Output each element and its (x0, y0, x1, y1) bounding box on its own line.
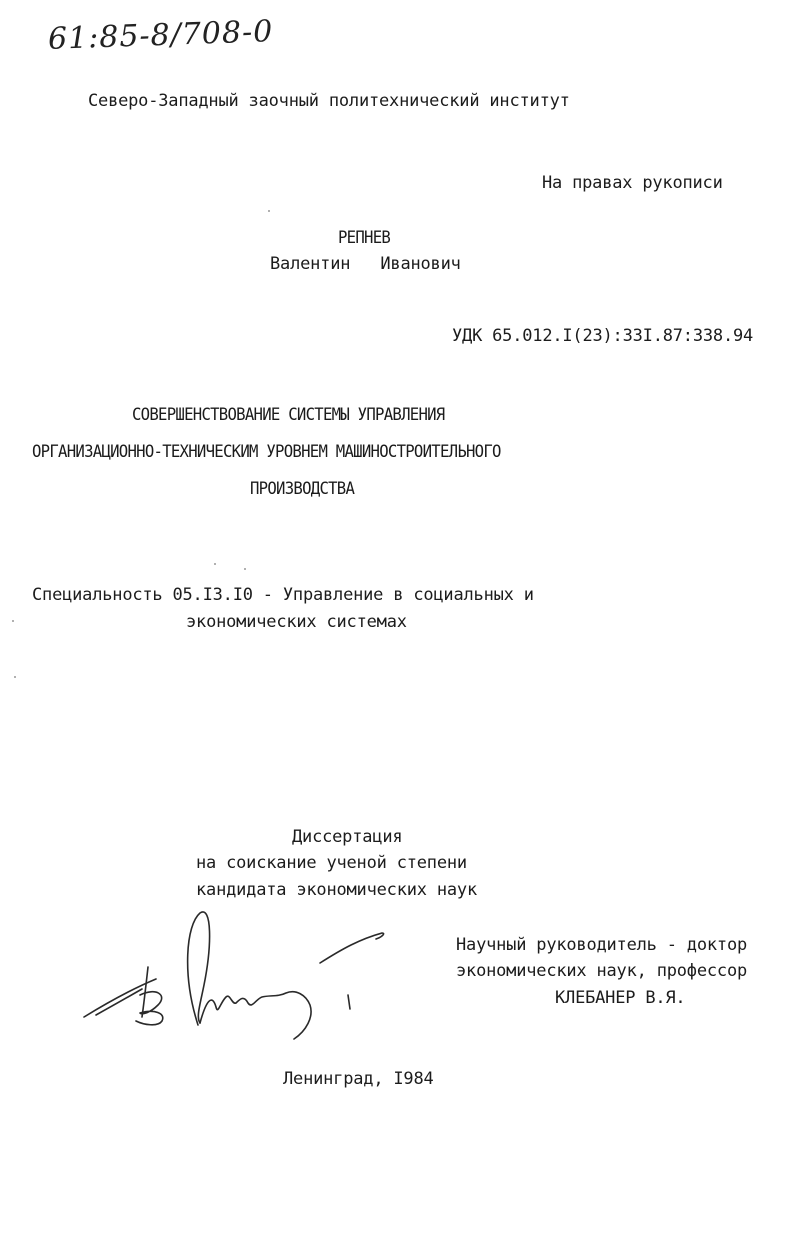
specialty-line-2: экономических системах (186, 612, 407, 632)
specialty-line-1: Специальность 05.I3.I0 - Управление в социальных и (32, 585, 534, 605)
author-surname: РЕПНЕВ (338, 228, 391, 248)
author-given-names: Валентин Иванович (270, 254, 461, 274)
scan-speck (214, 563, 216, 565)
scan-speck (268, 210, 270, 212)
supervisor-line-2: экономических наук, профессор (456, 961, 748, 981)
dissertation-degree-line: на соискание ученой степени (196, 853, 467, 873)
catalog-number-handwritten: 61:85-8/708-0 (47, 14, 274, 57)
scan-speck (14, 676, 16, 678)
dissertation-heading: Диссертация (292, 827, 403, 847)
title-line-2: ОРГАНИЗАЦИОННО-ТЕХНИЧЕСКИМ УРОВНЕМ МАШИНОСТРОИТЕЛЬНОГО (32, 442, 501, 462)
supervisor-name: КЛЕБАНЕР В.Я. (555, 988, 686, 1008)
title-line-3: ПРОИЗВОДСТВА (250, 479, 355, 499)
scan-speck (244, 568, 246, 570)
title-line-1: СОВЕРШЕНСТВОВАНИЕ СИСТЕМЫ УПРАВЛЕНИЯ (132, 405, 445, 425)
handwritten-signature (70, 905, 410, 1050)
scan-speck (12, 620, 14, 622)
institute-name: Северо-Западный заочный политехнический институт (88, 91, 570, 111)
manuscript-rights-note: На правах рукописи (542, 173, 723, 193)
dissertation-field-line: кандидата экономических наук (196, 880, 477, 900)
udc-code: УДК 65.012.I(23):33I.87:338.94 (452, 326, 754, 346)
supervisor-line-1: Научный руководитель - доктор (456, 935, 748, 955)
place-and-year: Ленинград, I984 (283, 1069, 434, 1089)
